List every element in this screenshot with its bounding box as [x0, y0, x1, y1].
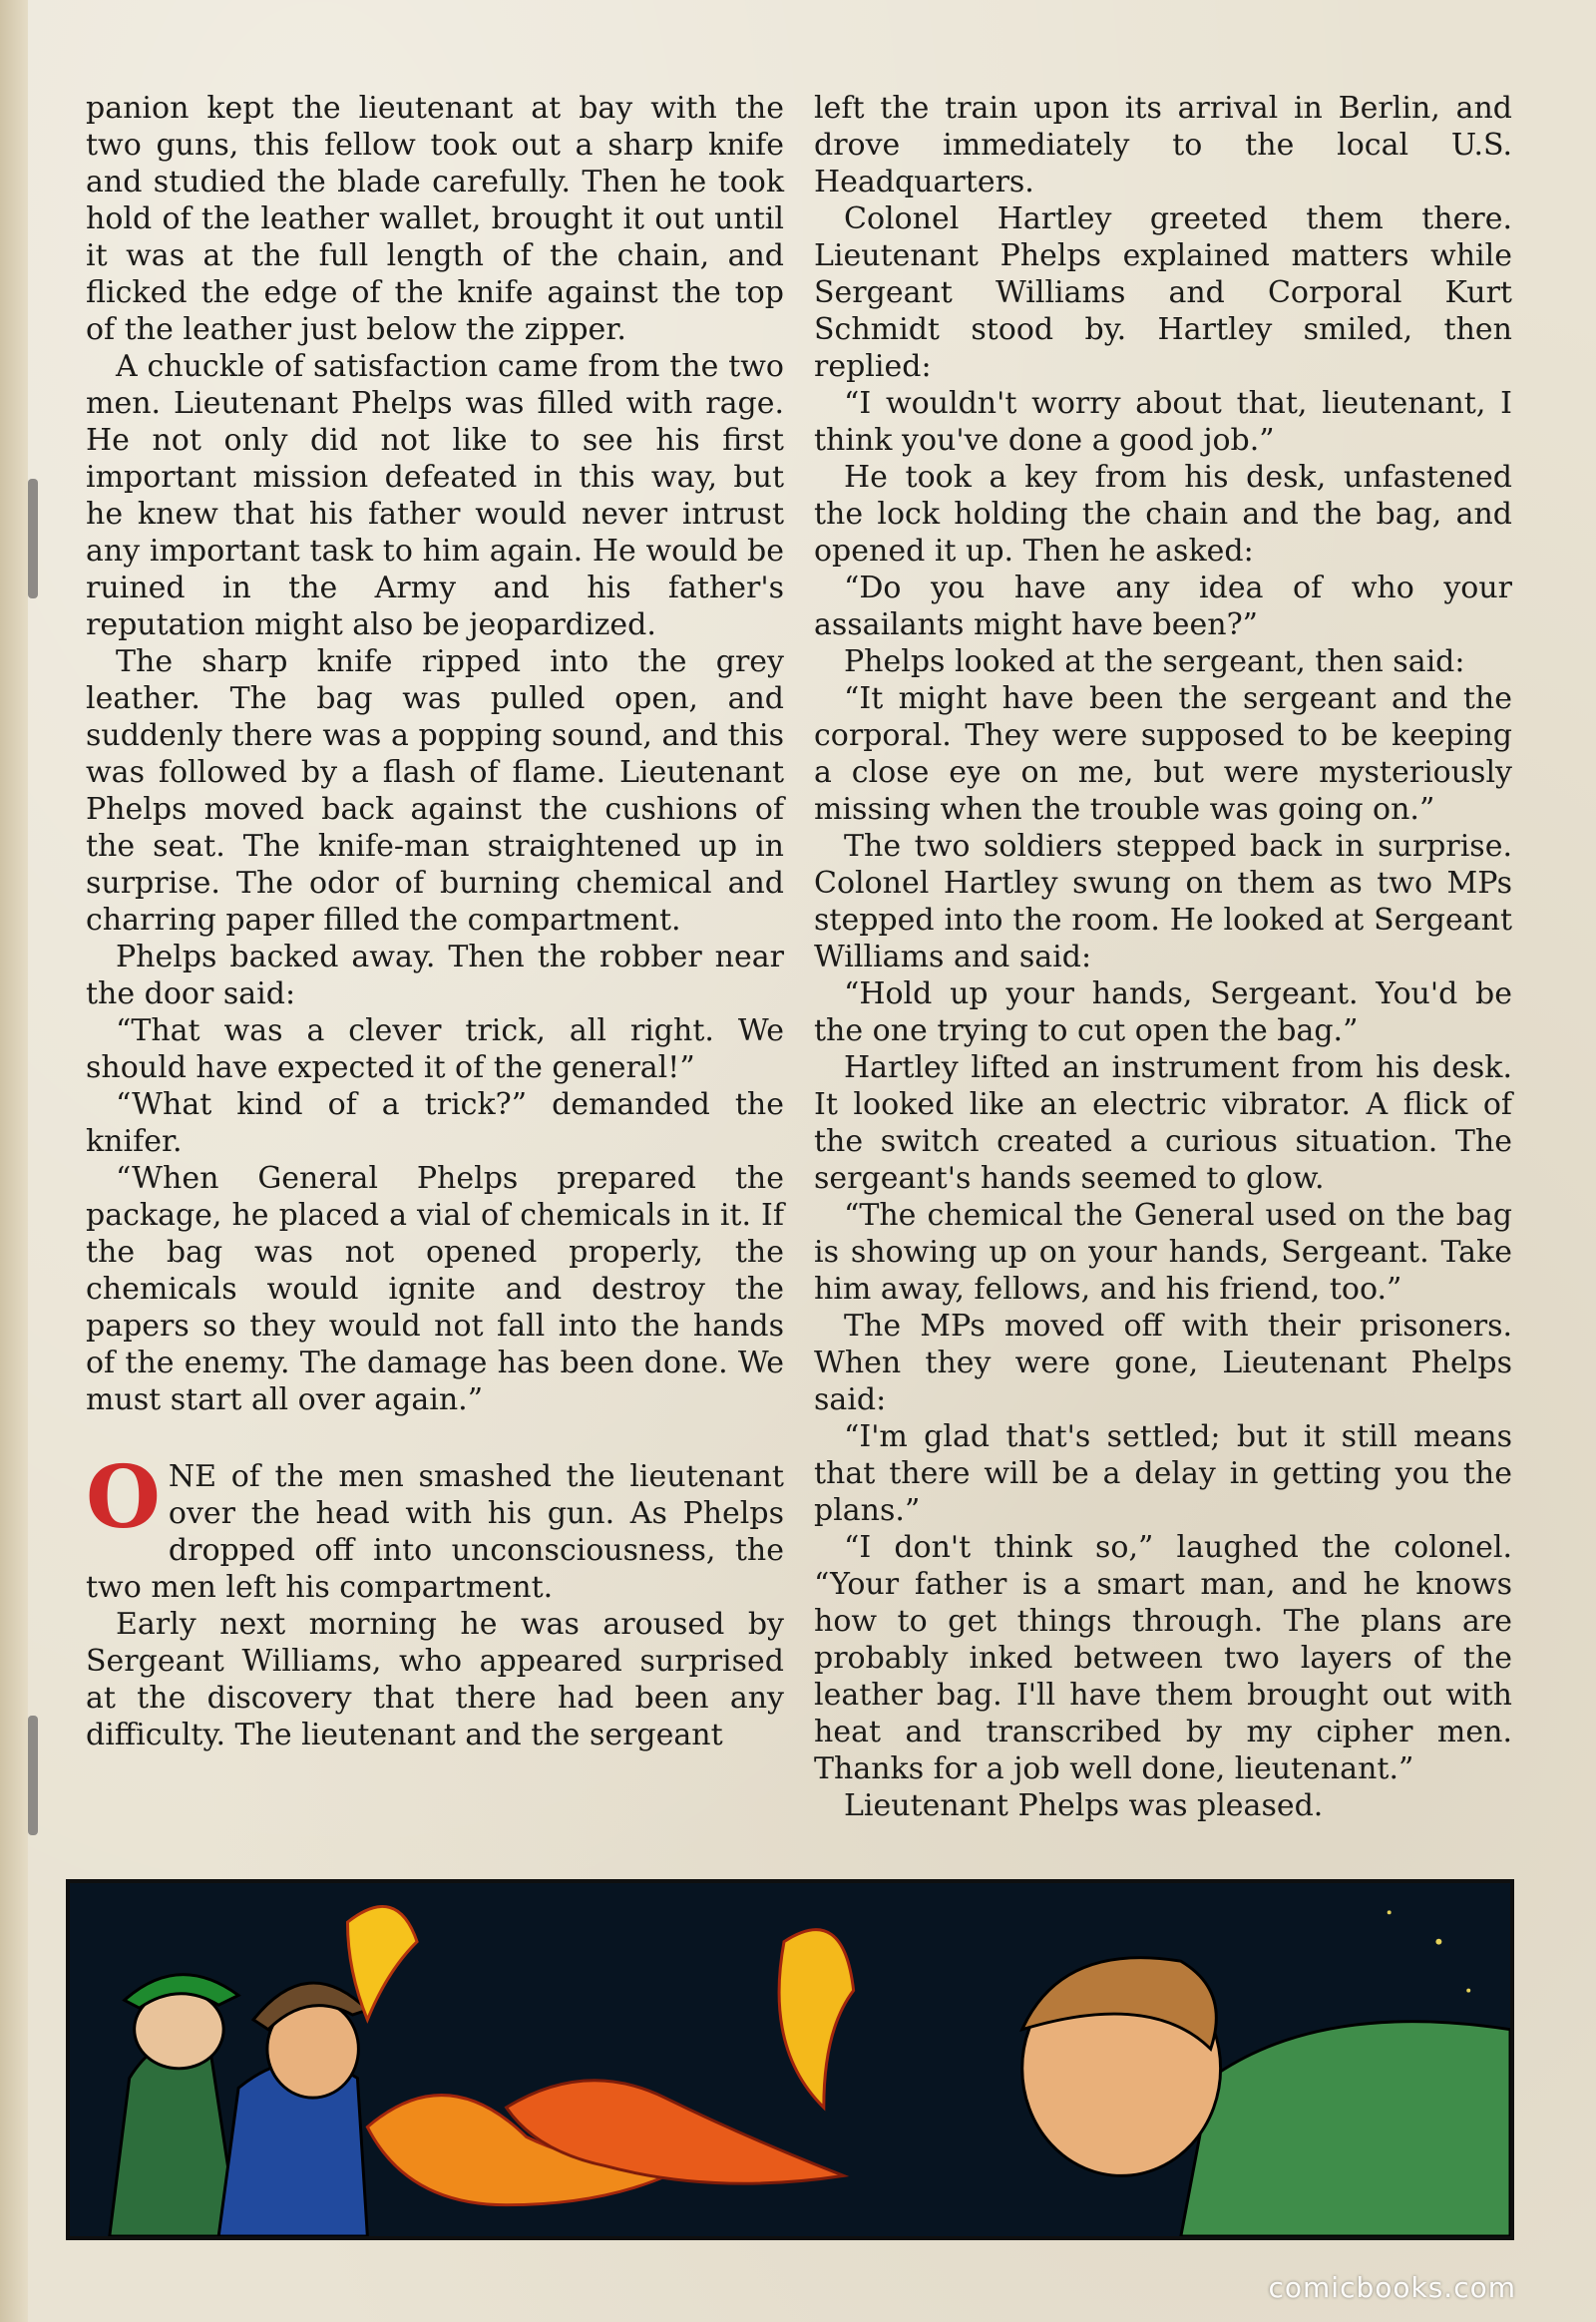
- paragraph: “I'm glad that's settled; but it still means that there will be a delay in getting you the plans.”: [814, 1419, 1512, 1528]
- paragraph: Hartley lifted an instrument from his desk. It looked like an electric vibrator. A flick of the switch created a curious situation. The sergeant's hands seemed to glow.: [814, 1050, 1512, 1196]
- right-text-column: [814, 90, 1512, 1824]
- section-break: [86, 1418, 784, 1458]
- paragraph: Colonel Hartley greeted them there. Lieutenant Phelps explained matters while Sergeant Williams and Corporal Kurt Schmidt stood by. Hartley smiled, then replied:: [814, 201, 1512, 384]
- paragraph: Phelps looked at the sergeant, then said:: [844, 644, 1465, 679]
- paragraph: The MPs moved off with their prisoners. When they were gone, Lieutenant Phelps said:: [814, 1309, 1512, 1417]
- paragraph: “When General Phelps prepared the package, he placed a vial of chemicals in it. If the bag was not opened properly, the chemicals would ignite and destroy the papers so they would not fall into the hands of the enemy. The damage has been done. We must start all over again.”: [86, 1161, 784, 1417]
- paragraph: “That was a clever trick, all right. We should have expected it of the general!”: [86, 1013, 784, 1085]
- paragraph: “The chemical the General used on the bag is showing up on your hands, Sergeant. Take him away, fellows, and his friend, too.”: [814, 1198, 1512, 1307]
- paragraph: “I don't think so,” laughed the colonel. “Your father is a smart man, and he knows how to get things through. The plans are probably inked between two layers of the leather bag. I'll have them brought out with heat and transcribed by my cipher men. Thanks for a job well done, lieutenant.”: [814, 1530, 1512, 1786]
- paragraph-text: NE of the men smashed the lieutenant over the head with his gun. As Phelps dropped off into unconsciousness, the two men left his compartment.: [86, 1459, 784, 1605]
- comic-illustration: [70, 1883, 1510, 2236]
- paragraph: A chuckle of satisfaction came from the two men. Lieutenant Phelps was filled with rage. He not only did not like to see his first important mission defeated in this way, but he knew that his father would never intrust any important task to him again. He would be ruined in the Army and his father's reputation might also be jeopardized.: [86, 349, 784, 642]
- paragraph: The two soldiers stepped back in surprise. Colonel Hartley swung on them as two MPs stepped into the room. He looked at Sergeant Williams and said:: [814, 829, 1512, 974]
- star: [1466, 1989, 1470, 1993]
- site-watermark: comicbooks.com: [1268, 2271, 1516, 2304]
- paragraph: left the train upon its arrival in Berlin, and drove immediately to the local U.S. Headquarters.: [814, 91, 1512, 199]
- paragraph: “What kind of a trick?” demanded the knifer.: [86, 1087, 784, 1159]
- paragraph: “Hold up your hands, Sergeant. You'd be the one trying to cut open the bag.”: [814, 976, 1512, 1048]
- staple-top: [28, 479, 38, 598]
- paragraph: panion kept the lieutenant at bay with the two guns, this fellow took out a sharp knife and studied the blade carefully. Then he took hold of the leather wallet, brought it out until it was at the full length of the chain, and flicked the edge of the knife against the top of the leather just below the zipper.: [86, 91, 784, 347]
- paragraph: The sharp knife ripped into the grey leather. The bag was pulled open, and suddenly there was a popping sound, and this was followed by a flash of flame. Lieutenant Phelps moved back against the cushions of the seat. The knife-man straightened up in surprise. The odor of burning chemical and charring paper filled the compartment.: [86, 644, 784, 938]
- paragraph: He took a key from his desk, unfastened the lock holding the chain and the bag, and opened it up. Then he asked:: [814, 460, 1512, 569]
- paragraph: “I wouldn't worry about that, lieutenant, I think you've done a good job.”: [814, 386, 1512, 458]
- paragraph: “Do you have any idea of who your assailants might have been?”: [814, 571, 1512, 642]
- star: [1388, 1910, 1392, 1914]
- paragraph: Phelps backed away. Then the robber near the door said:: [86, 940, 784, 1011]
- paragraph-with-dropcap: [86, 1447, 784, 1606]
- comic-illustration-panel: [66, 1879, 1514, 2240]
- staple-bottom: [28, 1716, 38, 1835]
- drop-cap: O: [86, 1447, 161, 1548]
- paragraph: “It might have been the sergeant and the corporal. They were supposed to be keeping a close eye on me, but were mysteriously missing when the trouble was going on.”: [814, 681, 1512, 827]
- paragraph: Early next morning he was aroused by Sergeant Williams, who appeared surprised at the discovery that there had been any difficulty. The lieutenant and the sergeant: [86, 1607, 784, 1752]
- left-text-column: [86, 90, 784, 1753]
- paragraph: Lieutenant Phelps was pleased.: [844, 1788, 1324, 1823]
- page-binding-edge: [0, 0, 28, 2322]
- star: [1435, 1939, 1441, 1945]
